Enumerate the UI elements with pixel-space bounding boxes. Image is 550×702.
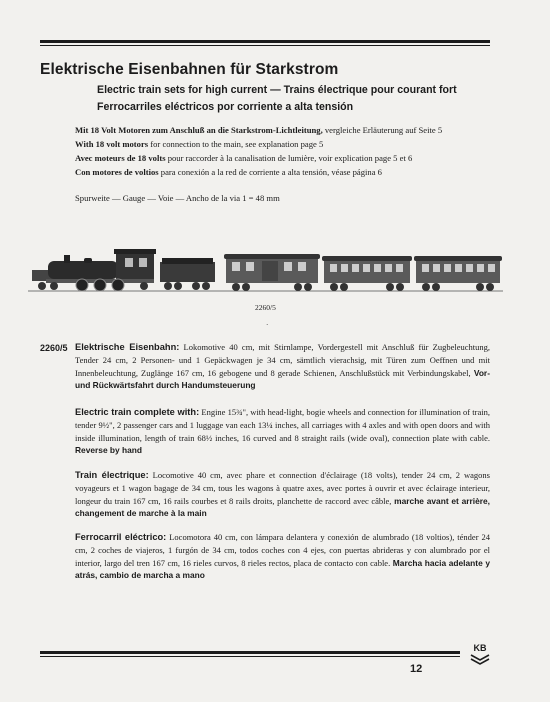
intro-es: Con motores de voltios para conexión a la red de corriente a alta tensión, véase página 6 [75, 167, 382, 177]
description-en: Electric train complete with: Engine 15¾", with head-light, bogie wheels and connection for illumination of train, tender 9½", 2 passenger cars and 1 luggage van each 13¼ inches, all carriages with 4 axles and with open doors and with inside illumination, length of train 68½ inches, 16 curved and 8 straight rails (wide oval), connection plate with cable. Reverse by hand [75, 407, 490, 456]
image-caption: 2260/5 [255, 303, 276, 312]
locomotive [32, 249, 156, 291]
passenger-car-1 [322, 256, 412, 291]
intro-fr: Avec moteurs de 18 volts pour raccorder à la canalisation de lumière, voir explication page 5 et 6 [75, 153, 413, 163]
train-illustration [28, 244, 503, 296]
description-fr: Train électrique: Locomotive 40 cm, avec phare et connection d'éclairage (18 volts), tender 24 cm, 2 wagons voyageurs et 1 wagon bagage de 34 cm, tous les wagons à quatre axes, avec portes à ouvrir et avec éclairage interieur, longeur du train 167 cm, 16 rails courbes et 8 rails droits, planchette de raccord avec câble, marche avant et arrière, changement de marche à la main [75, 470, 490, 519]
tender [160, 258, 215, 290]
top-rule [40, 40, 490, 46]
subtitle-es: Ferrocarriles eléctricos por corriente a alta tensión [97, 101, 354, 113]
bottom-rule [40, 651, 460, 657]
kb-logo-icon: KB [469, 644, 491, 668]
luggage-van [224, 254, 320, 291]
page-title: Elektrische Eisenbahnen für Starkstrom [40, 61, 339, 78]
description-es: Ferrocarril eléctrico: Locomotora 40 cm, con lámpara delantera y conexión de alumbrado (18 voltios), ténder 24 cm, 2 coches de viajeros, 1 furgón de 34 cm, todos coches con 4 ejes, con puertas abrideras y con alumbrado por el interior, largo del tren 167 cm, 16 rieles curvos, 8 rieles rectos, placa de contacto con cable. Marcha hacia adelante y atrás, cambio de marcha a mano [75, 532, 490, 581]
intro-de: Mit 18 Volt Motoren zum Anschluß an die Starkstrom-Lichtleitung, vergleiche Erläuterung auf Seite 5 [75, 125, 443, 135]
intro-en: With 18 volt motors for connection to the main, see explanation page 5 [75, 139, 324, 149]
small-mark: · [266, 321, 269, 329]
item-number: 2260/5 [40, 343, 68, 353]
subtitle-en-fr: Electric train sets for high current — Trains électrique pour courant fort [97, 84, 457, 96]
description-de: Elektrische Eisenbahn: Lokomotive 40 cm, mit Stirnlampe, Vordergestell mit Anschluß für Zugbeleuchtung, Tender 24 cm, 2 Personen- und 1 Gepäckwagen je 34 cm, sämtlich vierachsig, mit Türen zum Oeffnen und mit Innenbeleuchtung, Zuglänge 167 cm, 16 gebogene und 8 gerade Schienen, Anschlußstück mit Verbindungskabel, Vor- und Rückwärtsfahrt durch Handumsteuerung [75, 342, 490, 391]
gauge-line: Spurweite — Gauge — Voie — Ancho de la via 1 = 48 mm [75, 193, 280, 203]
passenger-car-2 [414, 256, 502, 291]
page-number: 12 [410, 663, 423, 675]
